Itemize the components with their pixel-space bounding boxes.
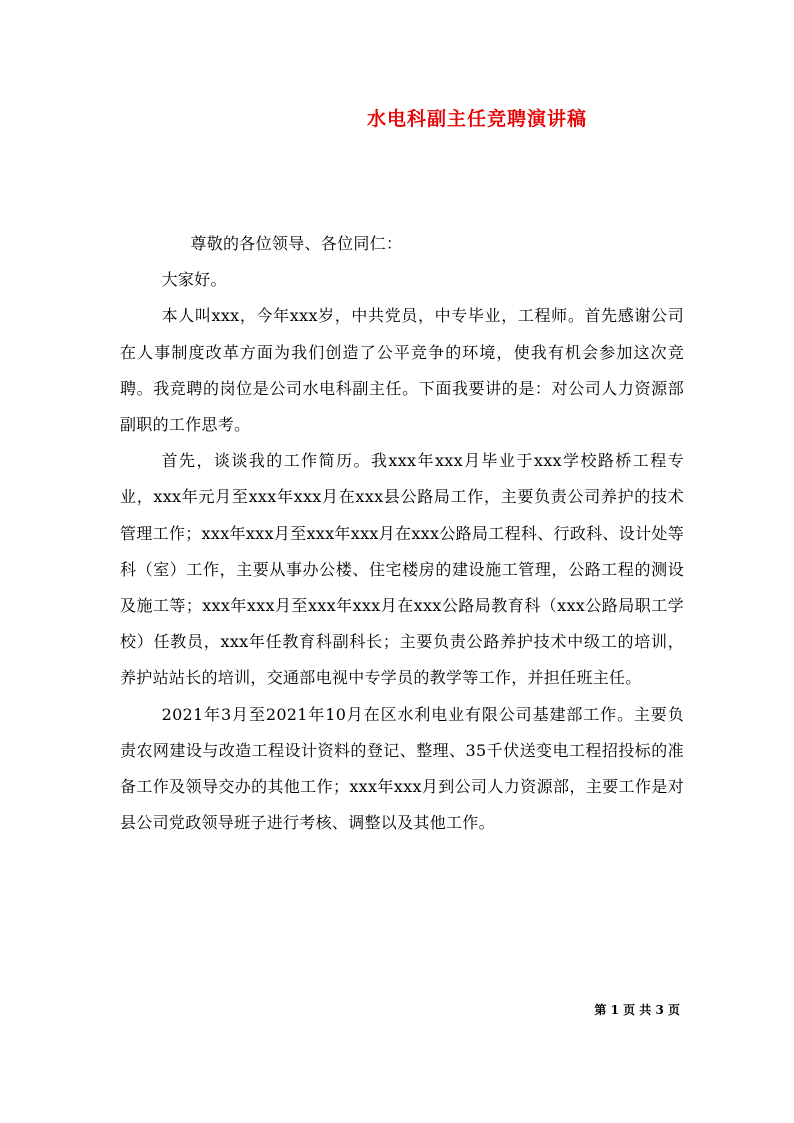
page-number-footer: 第 1 页 共 3 页 [594,1003,680,1017]
document-body [120,226,684,841]
intro-paragraph: 本人叫xxx，今年xxx岁，中共党员，中专毕业，工程师。首先感谢公司在人事制度改革方面为我们创造了公平竞争的环境，使我有机会参加这次竞聘。我竞聘的岗位是公司水电科副主任。下面我要讲的是：对公司人力资源部副职的工作思考。 [120,306,684,435]
greeting-paragraph: 尊敬的各位领导、各位同仁： [190,234,403,253]
hello-paragraph: 大家好。 [161,270,227,290]
work-paragraph: 2021年3月至2021年10月在区水利电业有限公司基建部工作。主要负责农网建设与改造工程设计资料的登记、整理、35千伏送变电工程招投标的准备工作及领导交办的其他工作；xxx年xxx月到公司人力资源部，主要工作是对县公司党政领导班子进行考核、调整以及其他工作。 [120,704,684,833]
resume-paragraph: 首先，谈谈我的工作简历。我xxx年xxx月毕业于xxx学校路桥工程专业，xxx年元月至xxx年xxx月在xxx县公路局工作，主要负责公司养护的技术管理工作；xxx年xxx月至xxx年xxx月在xxx公路局工程科、行政科、设计处等科（室）工作，主要从事办公楼、住宅楼房的建设施工管理，公路工程的测设及施工等；xxx年xxx月至xxx年xxx月在xxx公路局教育科（xxx公路局职工学校）任教员，xxx年任教育科副科长；主要负责公路养护技术中级工的培训，养护站站长的培训，交通部电视中专学员的教学等工作，并担任班主任。 [120,451,684,688]
document-title: 水电科副主任竞聘演讲稿 [366,108,587,130]
